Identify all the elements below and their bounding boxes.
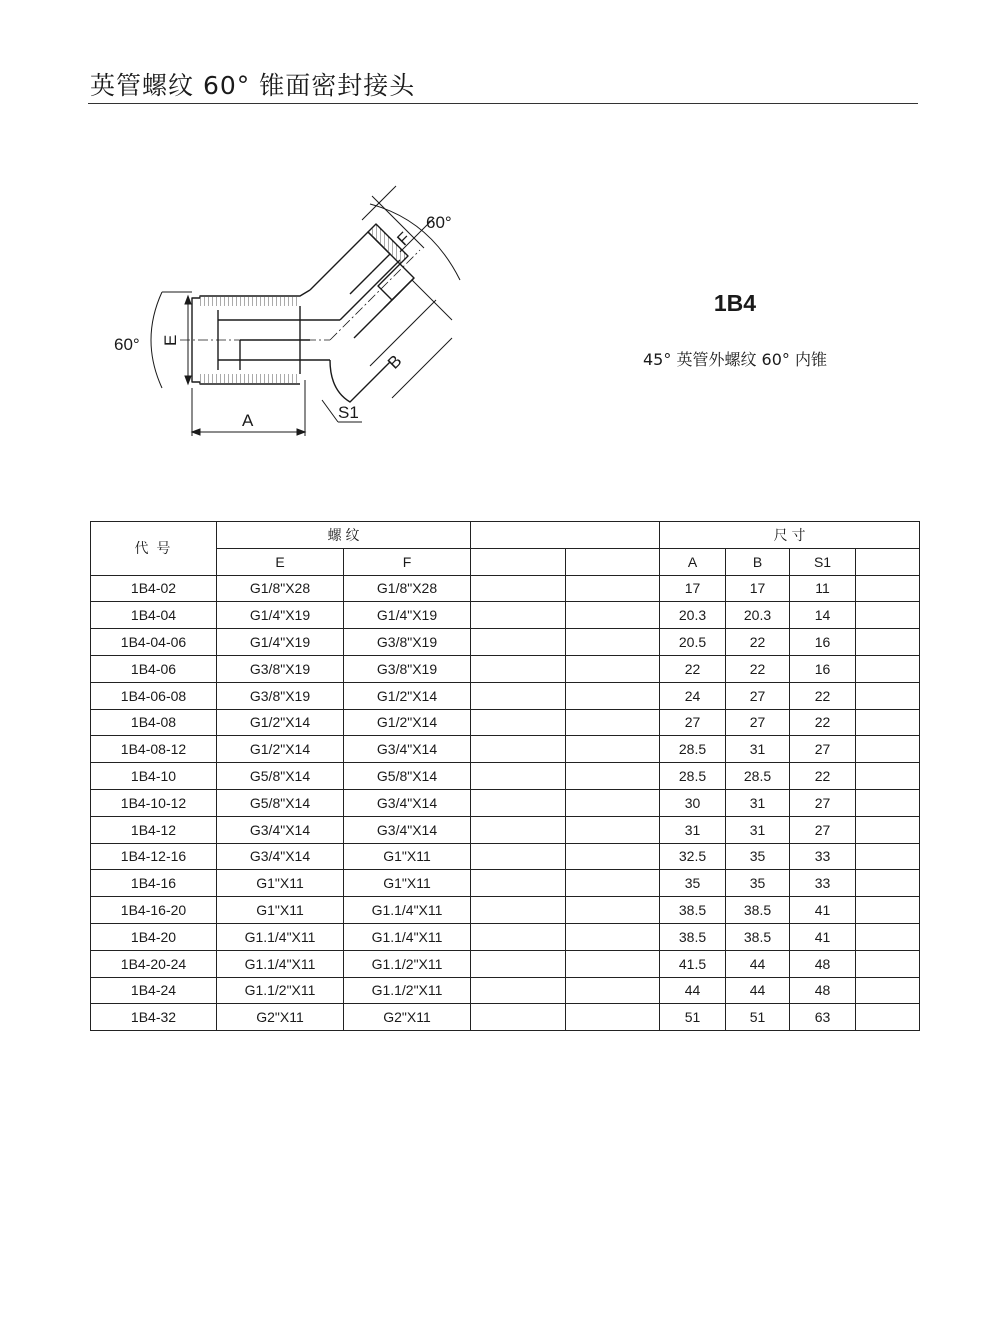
table-row xyxy=(91,1004,920,1031)
cell-empty xyxy=(566,870,660,897)
cell-E: G2"X11 xyxy=(217,1004,344,1031)
cell-S1: 41 xyxy=(790,897,856,924)
label-dim-F: F xyxy=(393,228,415,250)
cell-code: 1B4-12 xyxy=(91,816,217,843)
table-row xyxy=(91,682,920,709)
cell-code: 1B4-10 xyxy=(91,763,217,790)
cell-A: 28.5 xyxy=(660,736,726,763)
cell-empty xyxy=(856,682,920,709)
label-dim-A: A xyxy=(242,411,254,430)
cell-code: 1B4-20 xyxy=(91,923,217,950)
fitting-drawing xyxy=(100,180,480,450)
cell-empty xyxy=(566,575,660,602)
model-description: 45° 英管外螺纹 60° 内锥 xyxy=(643,350,827,369)
cell-empty xyxy=(566,682,660,709)
table-row xyxy=(91,897,920,924)
header-A: A xyxy=(660,548,726,575)
cell-F: G3/8"X19 xyxy=(344,655,471,682)
cell-empty xyxy=(471,629,566,656)
cell-E: G3/8"X19 xyxy=(217,682,344,709)
cell-S1: 27 xyxy=(790,736,856,763)
cell-A: 27 xyxy=(660,709,726,736)
cell-A: 51 xyxy=(660,1004,726,1031)
cell-code: 1B4-10-12 xyxy=(91,789,217,816)
cell-A: 20.3 xyxy=(660,602,726,629)
cell-F: G3/8"X19 xyxy=(344,629,471,656)
cell-empty xyxy=(471,843,566,870)
label-angle-left: 60° xyxy=(114,335,140,354)
cell-empty xyxy=(856,923,920,950)
cell-code: 1B4-16 xyxy=(91,870,217,897)
cell-E: G1/2"X14 xyxy=(217,736,344,763)
header-empty-1 xyxy=(471,548,566,575)
header-empty-2 xyxy=(566,548,660,575)
cell-B: 35 xyxy=(726,843,790,870)
cell-empty xyxy=(471,816,566,843)
label-dim-E: E xyxy=(161,334,180,346)
cell-F: G1.1/2"X11 xyxy=(344,950,471,977)
cell-empty xyxy=(566,629,660,656)
cell-S1: 16 xyxy=(790,629,856,656)
cell-B: 44 xyxy=(726,950,790,977)
cell-F: G5/8"X14 xyxy=(344,763,471,790)
cell-F: G3/4"X14 xyxy=(344,816,471,843)
cell-A: 38.5 xyxy=(660,897,726,924)
table-row xyxy=(91,977,920,1004)
cell-B: 31 xyxy=(726,789,790,816)
cell-code: 1B4-12-16 xyxy=(91,843,217,870)
cell-B: 44 xyxy=(726,977,790,1004)
cell-F: G2"X11 xyxy=(344,1004,471,1031)
header-size-group: 尺 寸 xyxy=(660,522,920,549)
table-row xyxy=(91,736,920,763)
cell-F: G3/4"X14 xyxy=(344,789,471,816)
table-row xyxy=(91,789,920,816)
cell-F: G1.1/2"X11 xyxy=(344,977,471,1004)
cell-F: G1.1/4"X11 xyxy=(344,923,471,950)
page-title: 英管螺纹 60° 锥面密封接头 xyxy=(90,71,416,100)
header-E: E xyxy=(217,548,344,575)
cell-E: G1/2"X14 xyxy=(217,709,344,736)
cell-S1: 11 xyxy=(790,575,856,602)
table-row xyxy=(91,843,920,870)
cell-code: 1B4-16-20 xyxy=(91,897,217,924)
cell-empty xyxy=(566,950,660,977)
cell-E: G3/8"X19 xyxy=(217,655,344,682)
cell-F: G1/4"X19 xyxy=(344,602,471,629)
cell-B: 31 xyxy=(726,736,790,763)
cell-empty xyxy=(856,736,920,763)
cell-empty xyxy=(856,763,920,790)
label-dim-S1: S1 xyxy=(338,403,359,422)
cell-empty xyxy=(471,1004,566,1031)
cell-F: G3/4"X14 xyxy=(344,736,471,763)
table-row xyxy=(91,629,920,656)
cell-S1: 33 xyxy=(790,843,856,870)
cell-A: 32.5 xyxy=(660,843,726,870)
cell-empty xyxy=(566,709,660,736)
cell-empty xyxy=(856,870,920,897)
title-divider xyxy=(88,103,918,104)
model-code: 1B4 xyxy=(713,290,757,316)
cell-code: 1B4-02 xyxy=(91,575,217,602)
cell-A: 17 xyxy=(660,575,726,602)
cell-E: G3/4"X14 xyxy=(217,816,344,843)
cell-A: 20.5 xyxy=(660,629,726,656)
cell-code: 1B4-06-08 xyxy=(91,682,217,709)
cell-empty xyxy=(471,602,566,629)
cell-code: 1B4-06 xyxy=(91,655,217,682)
cell-S1: 14 xyxy=(790,602,856,629)
cell-empty xyxy=(566,923,660,950)
header-S1: S1 xyxy=(790,548,856,575)
cell-S1: 27 xyxy=(790,816,856,843)
header-code: 代 号 xyxy=(91,522,217,576)
cell-empty xyxy=(856,709,920,736)
table-row xyxy=(91,816,920,843)
cell-F: G1"X11 xyxy=(344,870,471,897)
cell-empty xyxy=(856,629,920,656)
header-empty-3 xyxy=(856,548,920,575)
cell-E: G1/8"X28 xyxy=(217,575,344,602)
cell-empty xyxy=(566,763,660,790)
cell-code: 1B4-20-24 xyxy=(91,950,217,977)
header-F: F xyxy=(344,548,471,575)
cell-B: 20.3 xyxy=(726,602,790,629)
cell-A: 28.5 xyxy=(660,763,726,790)
cell-A: 44 xyxy=(660,977,726,1004)
table-row xyxy=(91,655,920,682)
cell-B: 22 xyxy=(726,655,790,682)
cell-B: 51 xyxy=(726,1004,790,1031)
cell-code: 1B4-08 xyxy=(91,709,217,736)
cell-S1: 16 xyxy=(790,655,856,682)
cell-B: 35 xyxy=(726,870,790,897)
cell-A: 22 xyxy=(660,655,726,682)
cell-empty xyxy=(566,977,660,1004)
cell-S1: 63 xyxy=(790,1004,856,1031)
cell-code: 1B4-08-12 xyxy=(91,736,217,763)
table-row xyxy=(91,602,920,629)
cell-empty xyxy=(566,655,660,682)
cell-empty xyxy=(566,602,660,629)
cell-E: G1"X11 xyxy=(217,870,344,897)
cell-empty xyxy=(856,789,920,816)
table-row xyxy=(91,709,920,736)
cell-E: G1.1/4"X11 xyxy=(217,923,344,950)
cell-code: 1B4-04-06 xyxy=(91,629,217,656)
cell-empty xyxy=(856,575,920,602)
cell-empty xyxy=(566,897,660,924)
cell-empty xyxy=(856,655,920,682)
cell-S1: 41 xyxy=(790,923,856,950)
cell-empty xyxy=(471,923,566,950)
cell-empty xyxy=(566,816,660,843)
cell-S1: 22 xyxy=(790,682,856,709)
cell-S1: 22 xyxy=(790,709,856,736)
cell-empty xyxy=(566,736,660,763)
table-row xyxy=(91,923,920,950)
cell-B: 27 xyxy=(726,709,790,736)
cell-A: 31 xyxy=(660,816,726,843)
table-row xyxy=(91,870,920,897)
cell-E: G1/4"X19 xyxy=(217,602,344,629)
cell-E: G1/4"X19 xyxy=(217,629,344,656)
cell-B: 22 xyxy=(726,629,790,656)
cell-B: 38.5 xyxy=(726,897,790,924)
cell-S1: 48 xyxy=(790,977,856,1004)
cell-empty xyxy=(566,789,660,816)
table-row xyxy=(91,575,920,602)
header-thread-group: 螺 纹 xyxy=(217,522,471,549)
cell-empty xyxy=(566,1004,660,1031)
cell-empty xyxy=(856,843,920,870)
cell-B: 38.5 xyxy=(726,923,790,950)
cell-empty xyxy=(471,789,566,816)
header-B: B xyxy=(726,548,790,575)
header-empty-group xyxy=(471,522,660,549)
cell-empty xyxy=(471,655,566,682)
spec-table xyxy=(90,521,920,1031)
cell-S1: 27 xyxy=(790,789,856,816)
label-dim-B: B xyxy=(383,351,406,373)
cell-empty xyxy=(856,950,920,977)
cell-B: 31 xyxy=(726,816,790,843)
cell-empty xyxy=(856,977,920,1004)
cell-empty xyxy=(471,870,566,897)
thread-top xyxy=(200,296,300,306)
cell-A: 41.5 xyxy=(660,950,726,977)
cell-S1: 48 xyxy=(790,950,856,977)
table-row xyxy=(91,763,920,790)
cell-empty xyxy=(856,602,920,629)
cell-empty xyxy=(471,950,566,977)
cell-A: 30 xyxy=(660,789,726,816)
thread-bottom xyxy=(200,374,300,384)
cell-E: G3/4"X14 xyxy=(217,843,344,870)
cell-code: 1B4-24 xyxy=(91,977,217,1004)
cell-empty xyxy=(471,575,566,602)
cell-empty xyxy=(471,736,566,763)
cell-E: G1.1/4"X11 xyxy=(217,950,344,977)
cell-F: G1.1/4"X11 xyxy=(344,897,471,924)
cell-empty xyxy=(471,897,566,924)
cell-B: 27 xyxy=(726,682,790,709)
cell-S1: 33 xyxy=(790,870,856,897)
cell-E: G5/8"X14 xyxy=(217,789,344,816)
cell-A: 24 xyxy=(660,682,726,709)
cell-F: G1/8"X28 xyxy=(344,575,471,602)
cell-empty xyxy=(471,977,566,1004)
table-row xyxy=(91,950,920,977)
cell-F: G1/2"X14 xyxy=(344,682,471,709)
cell-E: G5/8"X14 xyxy=(217,763,344,790)
cell-S1: 22 xyxy=(790,763,856,790)
cell-code: 1B4-32 xyxy=(91,1004,217,1031)
cell-A: 35 xyxy=(660,870,726,897)
cell-empty xyxy=(856,816,920,843)
cell-empty xyxy=(471,763,566,790)
cell-B: 17 xyxy=(726,575,790,602)
cell-E: G1"X11 xyxy=(217,897,344,924)
cell-F: G1"X11 xyxy=(344,843,471,870)
cell-empty xyxy=(856,1004,920,1031)
cell-empty xyxy=(471,682,566,709)
cell-A: 38.5 xyxy=(660,923,726,950)
header-row-group xyxy=(91,522,920,549)
cell-empty xyxy=(566,843,660,870)
cell-empty xyxy=(471,709,566,736)
cell-B: 28.5 xyxy=(726,763,790,790)
cell-E: G1.1/2"X11 xyxy=(217,977,344,1004)
cell-empty xyxy=(856,897,920,924)
label-angle-top: 60° xyxy=(426,213,452,232)
cell-F: G1/2"X14 xyxy=(344,709,471,736)
cell-code: 1B4-04 xyxy=(91,602,217,629)
